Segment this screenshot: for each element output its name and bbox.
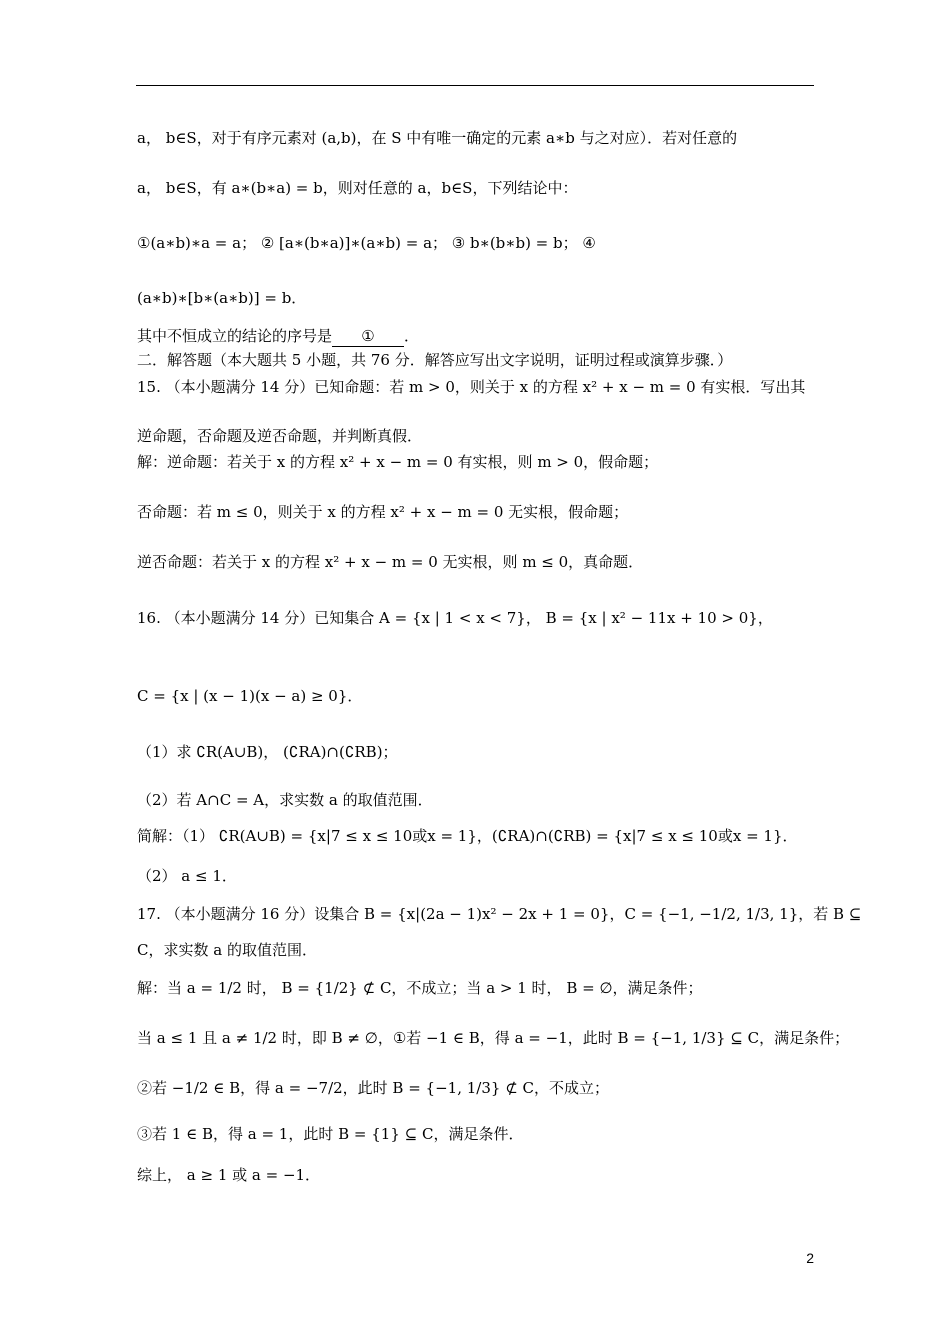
text-line: ②若 −1/2 ∈ B，得 a = −7/2，此时 B = {−1, 1/3} ⊄ C，不成立； — [137, 1079, 610, 1097]
text-line: 简解：（1） ∁R(A∪B) = {x|7 ≤ x ≤ 10或x = 1}，(∁RA)∩(∁RB) = {x|7 ≤ x ≤ 10或x = 1}． — [137, 827, 798, 845]
text-line: 解：逆命题：若关于 x 的方程 x² + x − m = 0 有实根，则 m > 0，假命题； — [137, 453, 659, 471]
text-line: 逆否命题：若关于 x 的方程 x² + x − m = 0 无实根，则 m ≤ 0，真命题． — [137, 553, 644, 571]
text-line: ①(a∗b)∗a = a； ② [a∗(b∗a)]∗(a∗b) = a； ③ b∗(b∗b) = b； ④ — [137, 234, 596, 252]
section-heading: 二．解答题（本大题共 5 小题，共 76 分．解答应写出文字说明，证明过程或演算步骤．） — [137, 351, 733, 369]
page-number: 2 — [806, 1250, 814, 1266]
text-line: （2） a ≤ 1． — [137, 867, 237, 885]
text-line: 综上， a ≥ 1 或 a = −1． — [137, 1166, 321, 1184]
text-line: (a∗b)∗[b∗(a∗b)] = b． — [137, 289, 307, 307]
header-rule — [136, 85, 814, 86]
text-line: （1）求 ∁R(A∪B)， (∁RA)∩(∁RB)； — [137, 743, 398, 761]
answer-suffix: ． — [404, 327, 420, 345]
text-line: C，求实数 a 的取值范围． — [137, 941, 317, 959]
text-line: a， b∈S，有 a∗(b∗a) = b，则对任意的 a，b∈S，下列结论中： — [137, 179, 578, 197]
text-line: 17. （本小题满分 16 分）设集合 B = {x|(2a − 1)x² − 2x + 1 = 0}，C = {−1, −1/2, 1/3, 1}，若 B ⊆ — [137, 905, 862, 923]
text-line: 解：当 a = 1/2 时， B = {1/2} ⊄ C，不成立；当 a > 1 时， B = ∅，满足条件； — [137, 979, 703, 997]
question-14-answer-line — [137, 326, 419, 347]
text-line: 15. （本小题满分 14 分）已知命题：若 m > 0，则关于 x 的方程 x² + x − m = 0 有实根．写出其 — [137, 378, 806, 396]
text-line: 否命题：若 m ≤ 0，则关于 x 的方程 x² + x − m = 0 无实根，假命题； — [137, 503, 629, 521]
text-line: C = {x | (x − 1)(x − a) ≥ 0}． — [137, 687, 363, 705]
answer-blank: ① — [332, 326, 404, 347]
text-line: （2）若 A∩C = A，求实数 a 的取值范围． — [137, 791, 433, 809]
text-line: ③若 1 ∈ B，得 a = 1，此时 B = {1} ⊆ C，满足条件． — [137, 1125, 524, 1143]
text-line: a， b∈S，对于有序元素对 (a,b)，在 S 中有唯一确定的元素 a∗b 与之对应）．若对任意的 — [137, 129, 738, 147]
text-line: 当 a ≤ 1 且 a ≠ 1/2 时，即 B ≠ ∅，①若 −1 ∈ B，得 a = −1，此时 B = {−1, 1/3} ⊆ C，满足条件； — [137, 1029, 850, 1047]
text-line: 逆命题，否命题及逆否命题，并判断真假． — [137, 427, 423, 445]
answer-prefix: 其中不恒成立的结论的序号是 — [137, 327, 333, 345]
text-line: 16. （本小题满分 14 分）已知集合 A = {x | 1 < x < 7}， B = {x | x² − 11x + 10 > 0}， — [137, 609, 773, 627]
